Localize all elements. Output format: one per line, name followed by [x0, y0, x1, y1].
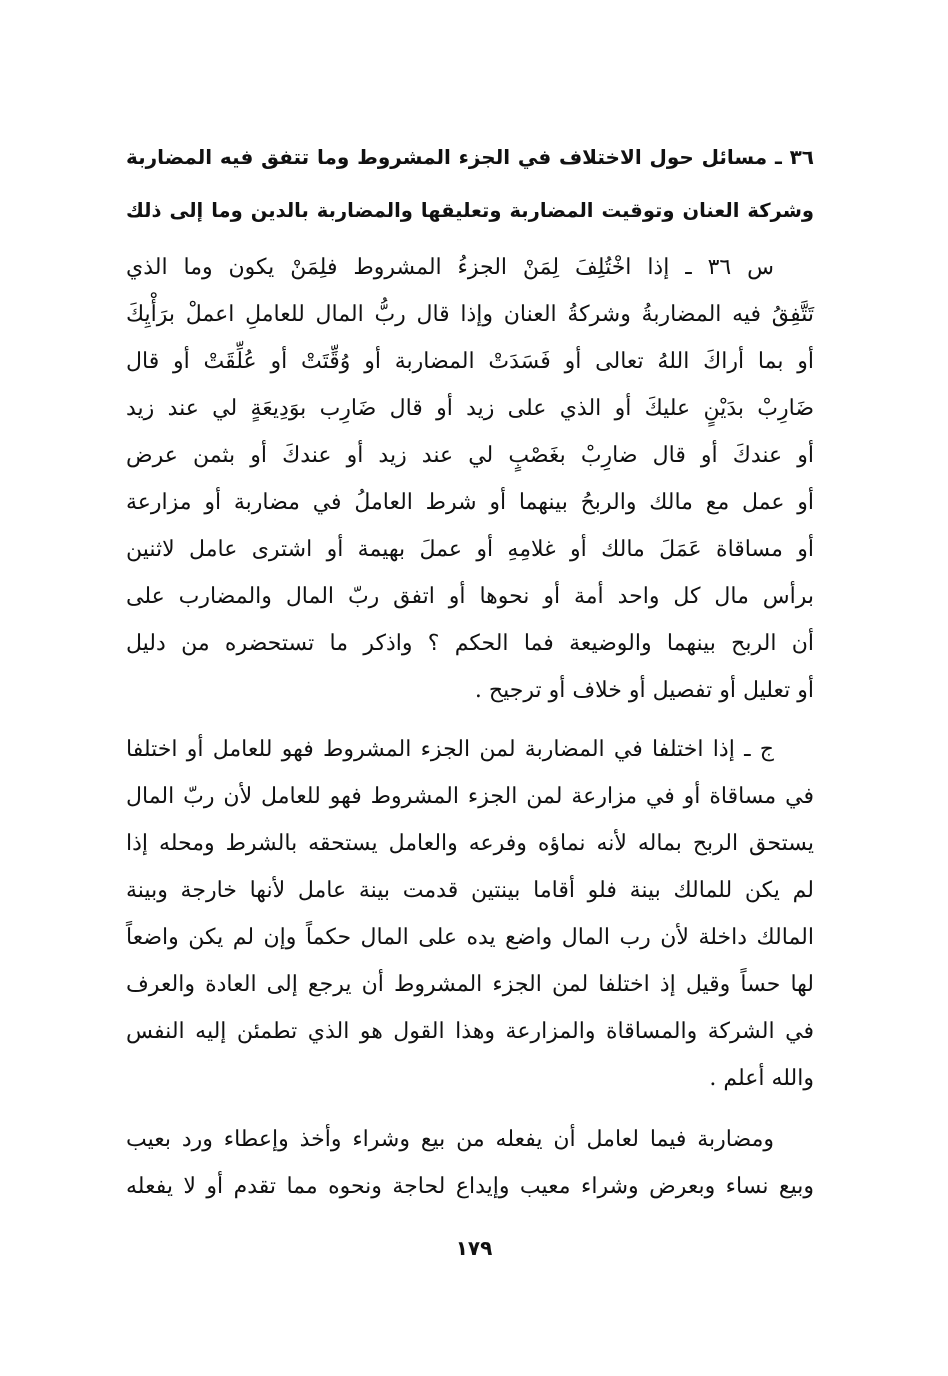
- question-line: أو تعليل أو تفصيل أو خلاف أو ترجيح .: [474, 678, 814, 703]
- answer-line: المالك داخلة لأن رب المال واضع يده على المال حكماً وإن لم يكن واضعاً: [126, 925, 814, 950]
- answer-line: يستحق الربح بماله لأنه نماؤه وفرعه والعامل يستحقه بالشرط ومحله إذا: [126, 831, 814, 856]
- answer-paragraph: [126, 726, 814, 1102]
- question-line: س ٣٦ ـ إذا اخْتُلِفَ لِمَنْ الجزءُ المشروط فلِمَنْ يكون وما الذي: [126, 255, 774, 280]
- question-line: ضَارِبْ بدَيْنٍ عليكَ أو الذي على زيد أو قال ضَارِب بوَدِيعَةٍ لي عند زيد: [126, 396, 814, 421]
- heading-line: وشركة العنان وتوقيت المضاربة وتعليقها والمضاربة بالدين وما إلى ذلك: [126, 199, 814, 222]
- heading-line: ٣٦ ـ مسائل حول الاختلاف في الجزء المشروط وما تتفق فيه المضاربة: [126, 145, 814, 169]
- section-heading: [126, 130, 814, 238]
- answer-line: في مساقاة أو في مزارعة لمن الجزء المشروط فهو للعامل لأن ربّ المال: [126, 784, 814, 809]
- answer-line: في الشركة والمساقاة والمزارعة وهذا القول هو الذي تطمئن إليه النفس: [126, 1019, 814, 1044]
- answer-line: لها حساً وقيل إذ اختلفا لمن الجزء المشروط أن يرجع إلى العادة والعرف: [126, 972, 814, 997]
- question-line: أو عمل مع مالك والربحُ بينهما أو شرط العاملُ في مضاربة أو مزارعة: [126, 490, 814, 515]
- continuation-line: ومضاربة فيما لعامل أن يفعله من بيع وشراء وأخذ وإعطاء ورد بعيب: [126, 1127, 774, 1152]
- question-line: أو بما أراكَ اللهُ تعالى أو فَسَدَتْ المضاربة أو وُقِّتَتْ أو عُلِّقَتْ أو قال: [126, 349, 814, 374]
- continuation-line: وبيع نساء وبعرض وشراء معيب وإيداع لحاجة ونحوه مما تقدم أو لا يفعله: [126, 1174, 814, 1199]
- continuation-paragraph: [126, 1116, 814, 1210]
- question-line: أو مساقاة عَمَلَ مالك أو غلامِهِ أو عملَ بهيمة أو اشترى عامل لاثنين: [126, 537, 814, 562]
- answer-line: لم يكن للمالك بينة فلو أقاما بينتين قدمت بينة عامل لأنها خارجة وبينة: [126, 878, 814, 903]
- question-paragraph: [126, 244, 814, 714]
- question-line: أن الربح بينهما والوضيعة فما الحكم ؟ واذكر ما تستحضره من دليل: [126, 631, 814, 656]
- page-body: [126, 130, 814, 1210]
- answer-line: ج ـ إذا اختلفا في المضاربة لمن الجزء المشروط فهو للعامل أو اختلفا: [126, 737, 774, 762]
- question-line: تَتَّفِقُ فيه المضاربةُ وشركةُ العنان وإذا قال ربُّ المال للعاملِ اعملْ برَأْيِكَ: [126, 302, 814, 327]
- answer-line: والله أعلم .: [709, 1066, 814, 1091]
- question-line: برأس مال كل واحد أمة أو نحوها أو اتفق ربّ المال والمضارب على: [126, 584, 814, 609]
- page-number: ١٧٩: [455, 1236, 493, 1260]
- question-line: أو عندكَ أو قال ضارِبْ بغَصْبٍ لي عند زيد أو عندكَ أو بثمن عرض: [126, 443, 815, 468]
